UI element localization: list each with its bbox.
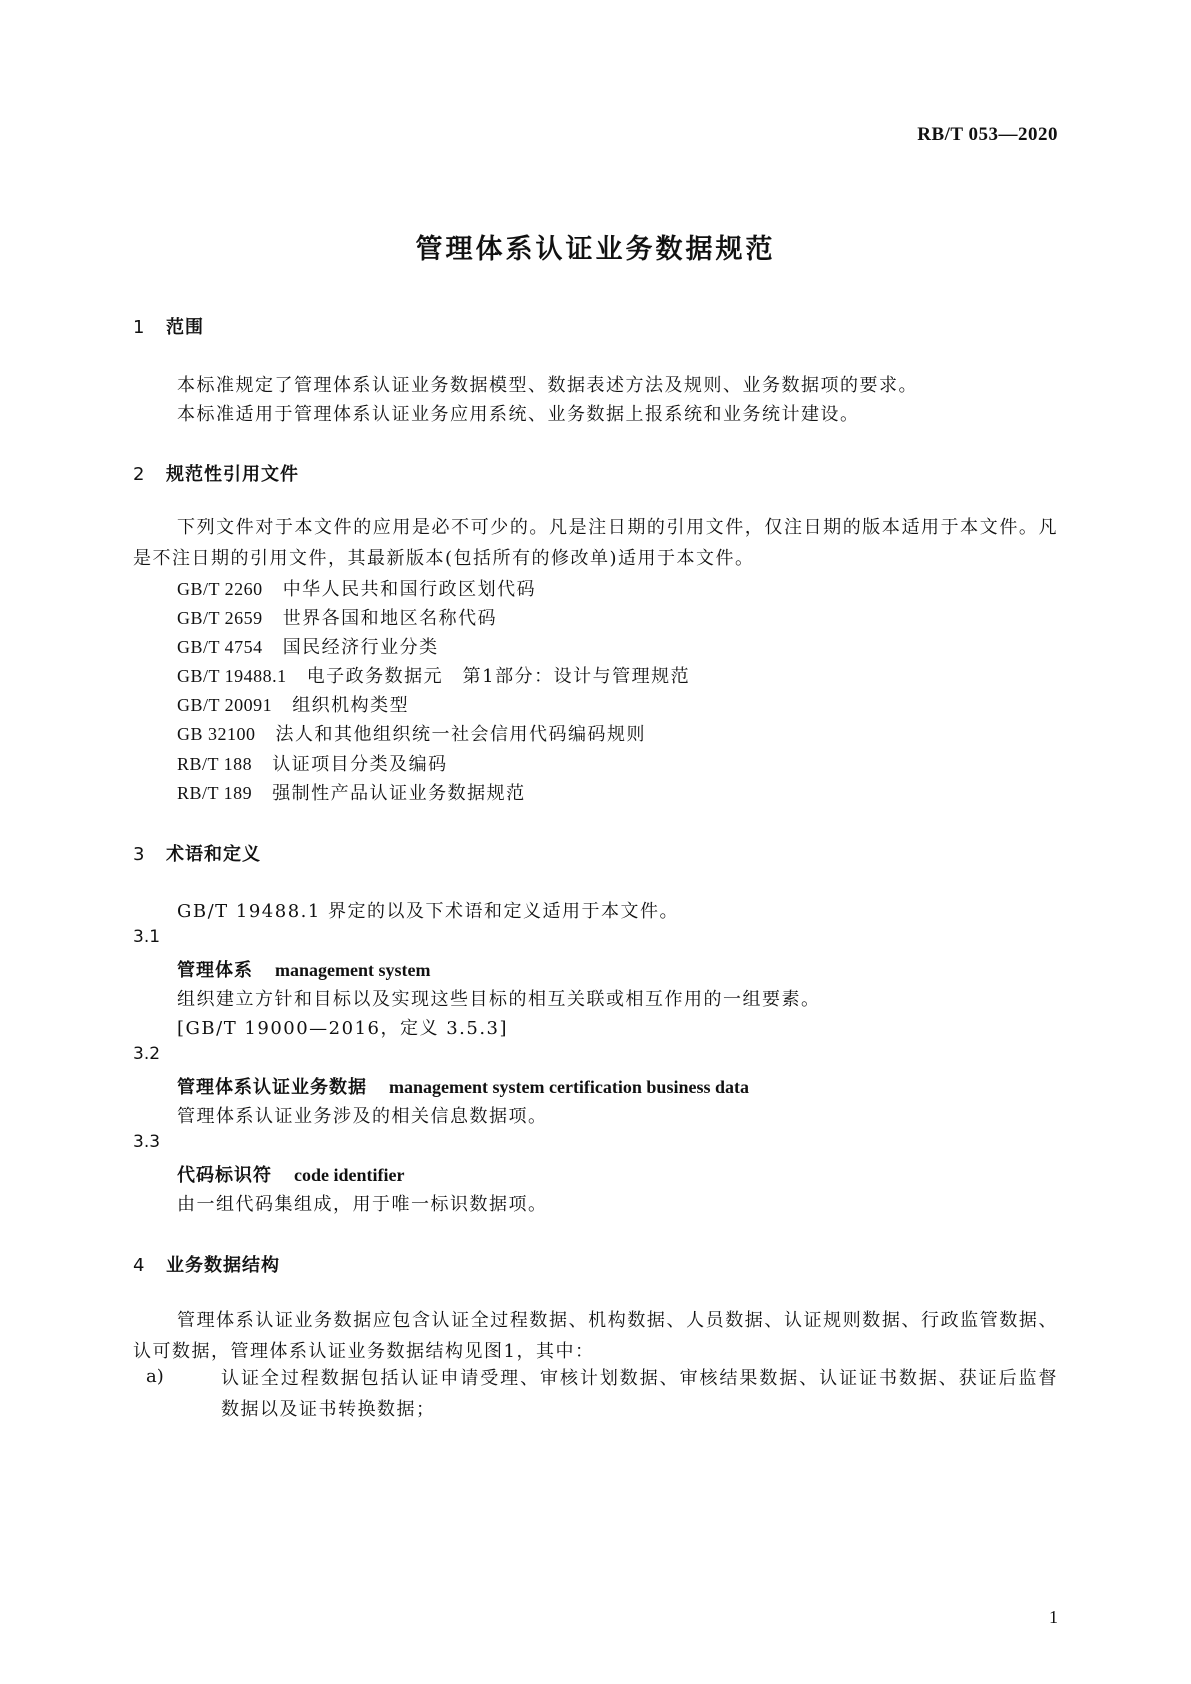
- page-number: 1: [1049, 1607, 1058, 1627]
- standard-code: RB/T 053—2020: [917, 124, 1058, 145]
- term-en: management system: [275, 960, 431, 980]
- section-title: 规范性引用文件: [166, 464, 299, 485]
- reference-code: GB 32100: [177, 724, 256, 744]
- term-zh: 管理体系: [177, 960, 253, 981]
- reference-title: 强制性产品认证业务数据规范: [272, 783, 526, 804]
- list-item-label: a): [146, 1366, 164, 1387]
- section-title: 术语和定义: [166, 844, 261, 865]
- paragraph: 本标准适用于管理体系认证业务应用系统、业务数据上报系统和业务统计建设。: [177, 404, 860, 425]
- section-title: 业务数据结构: [166, 1255, 280, 1276]
- term-number: 3.1: [133, 927, 161, 947]
- section-number: 3: [133, 844, 146, 865]
- reference-title: 世界各国和地区名称代码: [282, 608, 498, 629]
- reference-code: GB/T 2260: [177, 579, 263, 599]
- reference-title: 认证项目分类及编码: [272, 754, 448, 775]
- term-source: [GB/T 19000—2016，定义 3.5.3]: [177, 1018, 509, 1039]
- reference-item: [177, 691, 409, 717]
- reference-item: [177, 633, 439, 659]
- term-definition: 组织建立方针和目标以及实现这些目标的相互关联或相互作用的一组要素。: [177, 989, 821, 1010]
- paragraph: 下列文件对于本文件的应用是必不可少的。凡是注日期的引用文件，仅注日期的版本适用于本文件。凡是不注日期的引用文件，其最新版本(包括所有的修改单)适用于本文件。: [133, 517, 1058, 569]
- reference-code: GB/T 2659: [177, 608, 263, 628]
- reference-item: [177, 750, 448, 776]
- reference-title: 国民经济行业分类: [282, 637, 439, 658]
- term-zh: 管理体系认证业务数据: [177, 1077, 367, 1098]
- reference-code: RB/T 189: [177, 783, 253, 803]
- term-heading: [177, 1161, 404, 1187]
- reference-code: GB/T 19488.1: [177, 666, 287, 686]
- list-item-text: 认证全过程数据包括认证申请受理、审核计划数据、审核结果数据、认证证书数据、获证后监督数据以及证书转换数据；: [221, 1368, 1058, 1420]
- reference-item: [177, 662, 690, 688]
- term-heading: [177, 1073, 749, 1099]
- reference-item: [177, 575, 536, 601]
- section-title: 范围: [166, 317, 204, 338]
- section-2-heading: [133, 460, 299, 486]
- section-4-heading: [133, 1251, 280, 1277]
- document-title: 管理体系认证业务数据规范: [415, 234, 776, 265]
- section-number: 4: [133, 1255, 146, 1276]
- reference-title: 法人和其他组织统一社会信用代码编码规则: [275, 724, 647, 745]
- term-en: management system certification business data: [389, 1077, 749, 1097]
- reference-item: [177, 779, 526, 805]
- reference-code: GB/T 4754: [177, 637, 263, 657]
- section-1-heading: [133, 313, 204, 339]
- section-3-heading: [133, 840, 261, 866]
- paragraph: 本标准规定了管理体系认证业务数据模型、数据表述方法及规则、业务数据项的要求。: [177, 375, 918, 396]
- reference-title: 中华人民共和国行政区划代码: [282, 579, 537, 600]
- reference-item: [177, 720, 646, 746]
- section-number: 2: [133, 464, 146, 485]
- reference-title: 电子政务数据元 第1部分：设计与管理规范: [306, 666, 691, 687]
- term-number: 3.2: [133, 1044, 161, 1064]
- section-number: 1: [133, 317, 146, 338]
- term-zh: 代码标识符: [177, 1165, 272, 1186]
- paragraph: GB/T 19488.1 界定的以及下术语和定义适用于本文件。: [177, 901, 680, 922]
- term-number: 3.3: [133, 1132, 161, 1152]
- paragraph: 管理体系认证业务数据应包含认证全过程数据、机构数据、人员数据、认证规则数据、行政监管数据、认可数据，管理体系认证业务数据结构见图1，其中：: [133, 1310, 1058, 1362]
- term-definition: 管理体系认证业务涉及的相关信息数据项。: [177, 1106, 548, 1127]
- reference-code: GB/T 20091: [177, 695, 273, 715]
- term-heading: [177, 956, 430, 982]
- reference-title: 组织机构类型: [292, 695, 410, 716]
- term-definition: 由一组代码集组成，用于唯一标识数据项。: [177, 1194, 548, 1215]
- reference-code: RB/T 188: [177, 754, 253, 774]
- reference-item: [177, 604, 497, 630]
- term-en: code identifier: [294, 1165, 405, 1185]
